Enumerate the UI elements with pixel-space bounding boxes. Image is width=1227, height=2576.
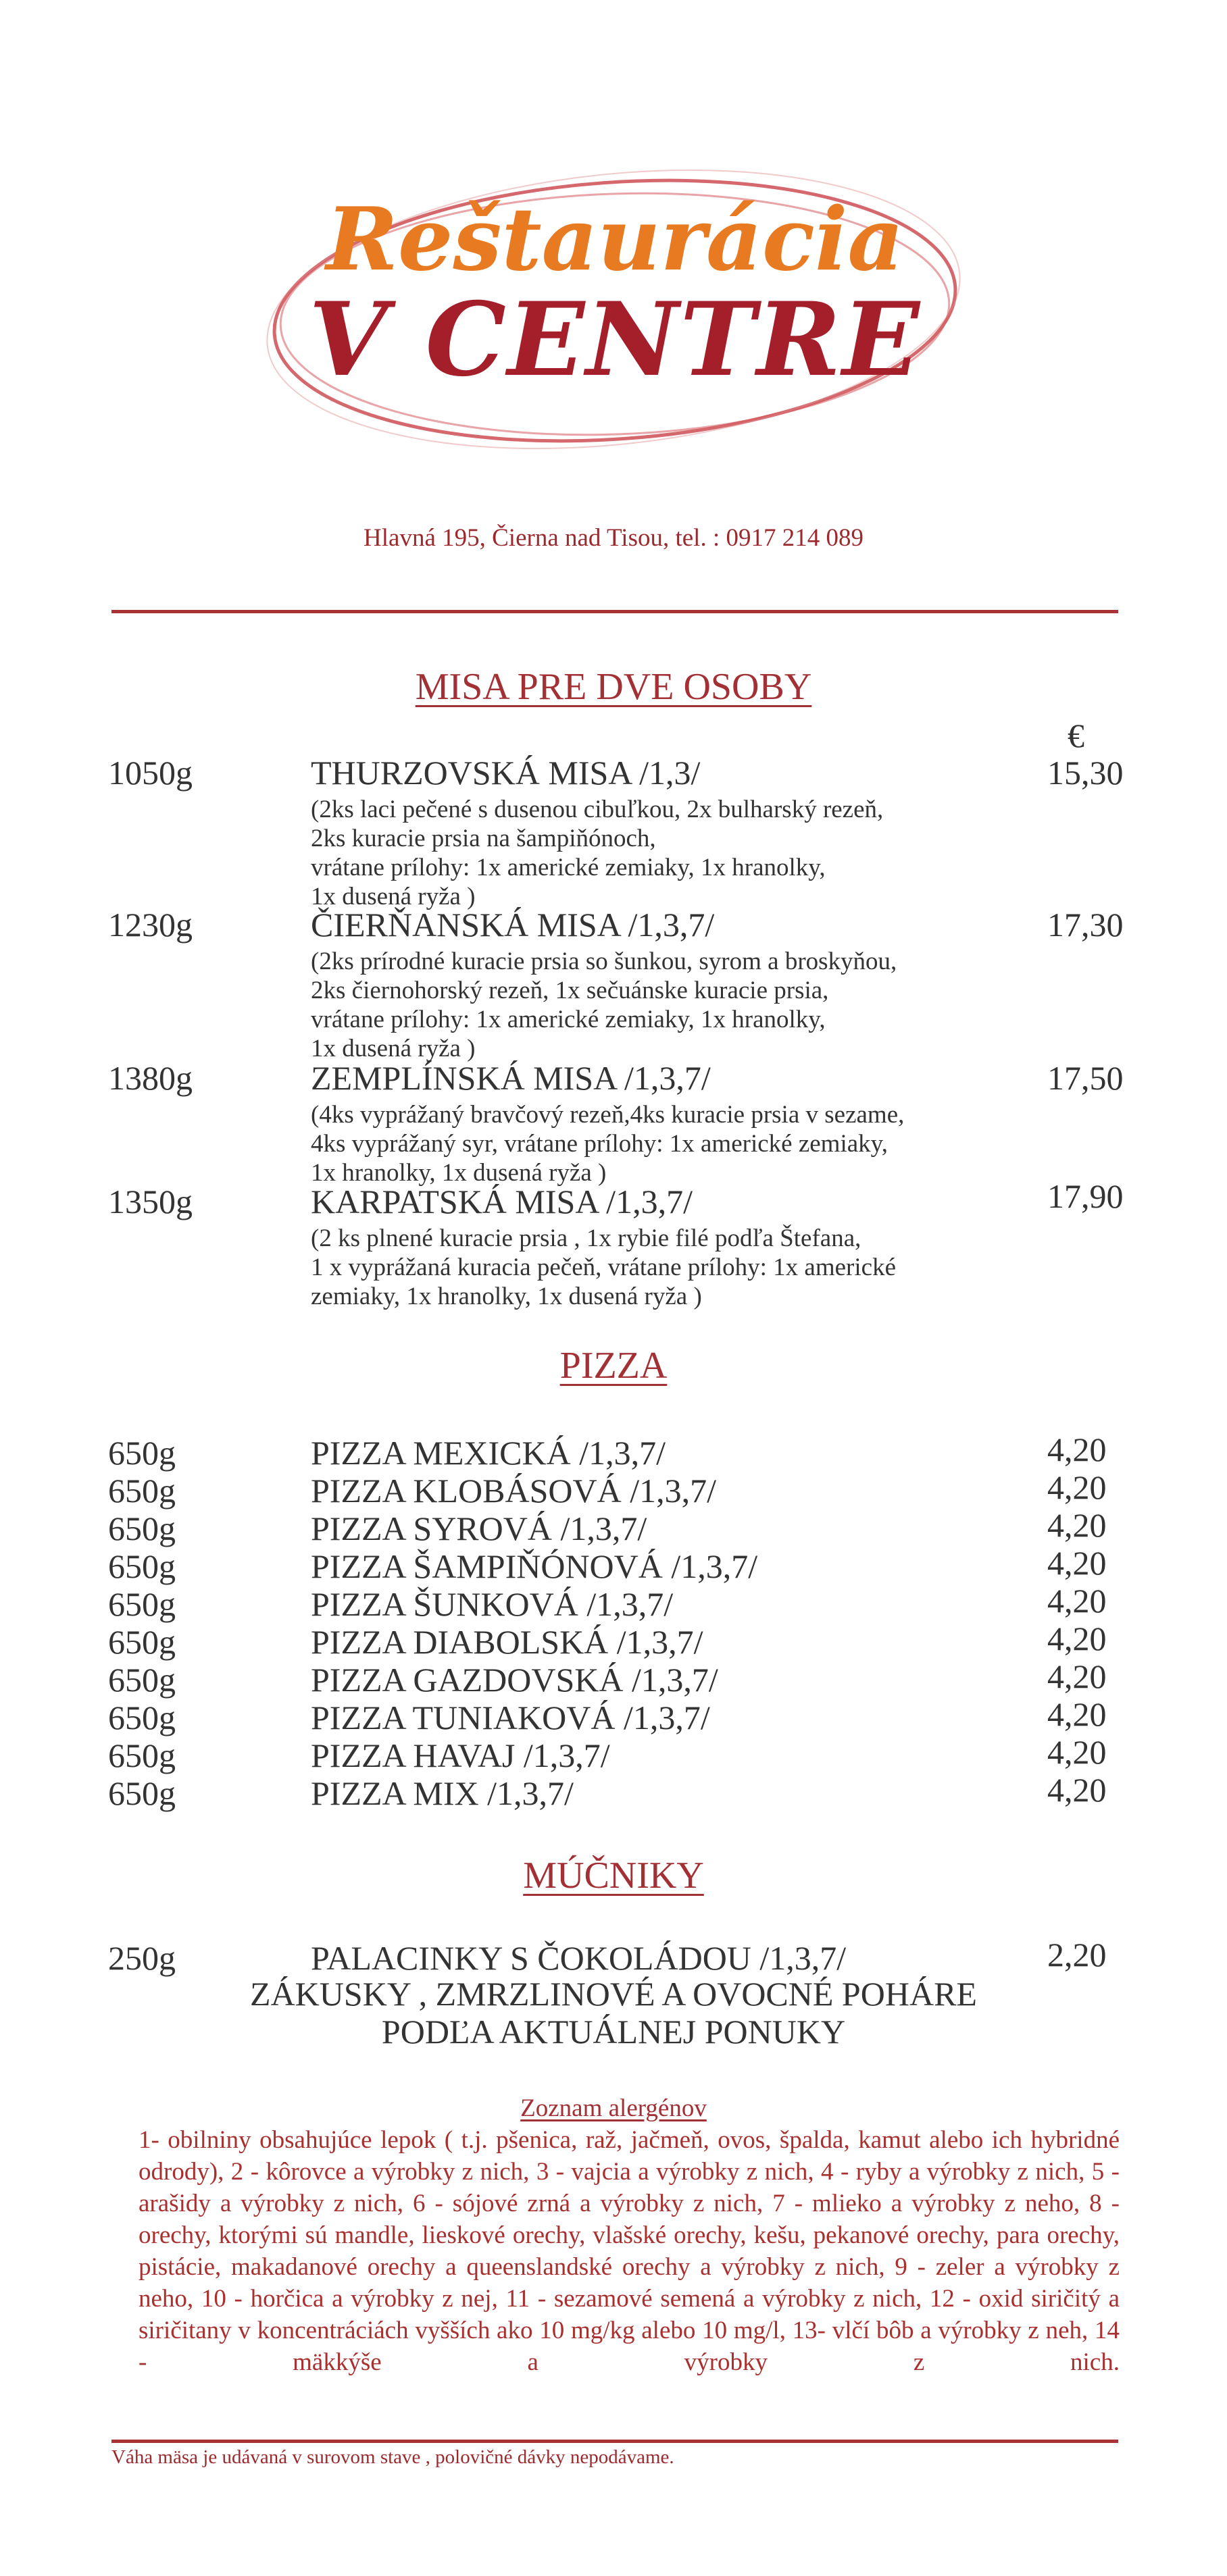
desc-line: 1x dusená ryža )	[311, 1035, 476, 1062]
item-name: PIZZA MIX /1,3,7/	[311, 1774, 574, 1812]
weight-footnote: Váha mäsa je udávaná v surovom stave , polovičné dávky nepodávame.	[111, 2446, 674, 2468]
item-weight: 1050g	[108, 754, 193, 792]
logo-line1: Reštaurácia	[326, 189, 904, 290]
item-weight: 1350g	[108, 1183, 193, 1220]
item-price: 4,20	[1047, 1657, 1107, 1695]
desc-line: (4ks vyprážaný bravčový rezeň,4ks kuracie prsia v sezame,	[311, 1101, 905, 1129]
item-name: PALACINKY S ČOKOLÁDOU /1,3,7/	[311, 1939, 847, 1977]
item-name: PIZZA ŠAMPIŇÓNOVÁ /1,3,7/	[311, 1547, 758, 1585]
item-price: 15,30	[1047, 754, 1124, 792]
item-price: 4,20	[1047, 1468, 1107, 1506]
allergen-list-text: 1- obilniny obsahujúce lepok ( t.j. pšenica, raž, jačmeň, ovos, špalda, kamut alebo ich hybridné odrody), 2 - kôrovce a výrobky z nich, 3 - vajcia a výrobky z nich, 4 - ryby a výrobky z nich, 5 - arašidy a výrobky z nich, 6 - sójové zrná a výrobky z nich, 7 - mlieko a výrobky z neho, 8 - orechy, ktorými sú mandle, lieskové orechy, vlašské orechy, kešu, pekanové orechy, para orechy, pistácie, makadanové orechy a queenslandské orechy a výrobky z nich, 9 - zeler a výrobky z neho, 10 - horčica a výrobky z nej, 11 - sezamové semená a výrobky z nich, 12 - oxid siričitý a siričitany v koncentráciách vyšších ako 10 mg/kg alebo 10 mg/l, 13- vlčí bôb a výrobky z neh, 14 - mäkkýše a výrobky z nich.	[139, 2126, 1120, 2376]
item-weight: 650g	[108, 1434, 176, 1472]
section-title-misa: MISA PRE DVE OSOBY	[415, 666, 812, 708]
item-price: 17,50	[1047, 1059, 1124, 1097]
item-name: ČIERŇANSKÁ MISA /1,3,7/	[311, 906, 715, 944]
desc-line: 2ks čiernohorský rezeň, 1x sečuánske kuracie prsia,	[311, 977, 829, 1004]
desc-line: 4ks vyprážaný syr, vrátane prílohy: 1x americké zemiaky,	[311, 1130, 888, 1158]
desc-line: 1x hranolky, 1x dusená ryža )	[311, 1159, 607, 1187]
desc-line: zemiaky, 1x hranolky, 1x dusená ryža )	[311, 1283, 702, 1310]
item-name: KARPATSKÁ MISA /1,3,7/	[311, 1183, 693, 1220]
item-weight: 650g	[108, 1547, 176, 1585]
item-weight: 650g	[108, 1585, 176, 1623]
item-weight: 650g	[108, 1661, 176, 1699]
logo-line2: V CENTRE	[308, 280, 922, 399]
desc-line: 1 x vyprážaná kuracia pečeň, vrátane prílohy: 1x americké	[311, 1254, 896, 1281]
item-name: PIZZA TUNIAKOVÁ /1,3,7/	[311, 1699, 710, 1736]
item-description	[311, 795, 1074, 911]
item-price: 4,20	[1047, 1771, 1107, 1809]
item-name: PIZZA SYROVÁ /1,3,7/	[311, 1510, 647, 1547]
item-weight: 650g	[108, 1774, 176, 1812]
item-name: PIZZA GAZDOVSKÁ /1,3,7/	[311, 1661, 718, 1699]
item-price: 17,90	[1047, 1177, 1124, 1215]
item-weight: 1230g	[108, 906, 193, 944]
item-price: 4,20	[1047, 1695, 1107, 1733]
allergen-list-title: Zoznam alergénov	[520, 2094, 707, 2122]
item-price: 4,20	[1047, 1582, 1107, 1620]
item-weight: 650g	[108, 1623, 176, 1661]
restaurant-address: Hlavná 195, Čierna nad Tisou, tel. : 0917 214 089	[364, 524, 863, 552]
dessert-note: PODĽA AKTUÁLNEJ PONUKY	[381, 2013, 846, 2051]
desc-line: 1x dusená ryža )	[311, 883, 476, 910]
item-weight: 650g	[108, 1510, 176, 1547]
section-title-pizza: PIZZA	[559, 1345, 668, 1387]
item-weight: 650g	[108, 1736, 176, 1774]
desc-line: (2ks prírodné kuracie prsia so šunkou, syrom a broskyňou,	[311, 948, 897, 975]
item-price: 4,20	[1047, 1544, 1107, 1582]
item-name: PIZZA DIABOLSKÁ /1,3,7/	[311, 1623, 703, 1661]
item-weight: 650g	[108, 1472, 176, 1510]
bottom-divider	[111, 2440, 1118, 2443]
currency-symbol: €	[1068, 717, 1084, 754]
item-description	[311, 1100, 1074, 1187]
item-name: THURZOVSKÁ MISA /1,3/	[311, 754, 701, 792]
item-weight: 650g	[108, 1699, 176, 1736]
restaurant-logo	[257, 162, 973, 473]
item-price: 2,20	[1047, 1936, 1107, 1974]
item-description	[311, 1224, 1074, 1311]
desc-line: 2ks kuracie prsia na šampiňónoch,	[311, 825, 656, 852]
desc-line: (2 ks plnené kuracie prsia , 1x rybie filé podľa Štefana,	[311, 1225, 861, 1252]
item-price: 4,20	[1047, 1620, 1107, 1657]
item-name: ZEMPLÍNSKÁ MISA /1,3,7/	[311, 1059, 711, 1097]
item-name: PIZZA MEXICKÁ /1,3,7/	[311, 1434, 666, 1472]
item-price: 4,20	[1047, 1431, 1107, 1468]
item-name: PIZZA ŠUNKOVÁ /1,3,7/	[311, 1585, 674, 1623]
item-price: 4,20	[1047, 1506, 1107, 1544]
item-price: 17,30	[1047, 906, 1124, 944]
desc-line: vrátane prílohy: 1x americké zemiaky, 1x hranolky,	[311, 854, 826, 881]
item-name: PIZZA HAVAJ /1,3,7/	[311, 1736, 610, 1774]
top-divider	[111, 610, 1118, 613]
section-title-mucniky: MÚČNIKY	[523, 1855, 704, 1897]
desc-line: (2ks laci pečené s dusenou cibuľkou, 2x bulharský rezeň,	[311, 796, 884, 823]
dessert-note: ZÁKUSKY , ZMRZLINOVÉ A OVOCNÉ POHÁRE	[250, 1975, 977, 2013]
item-price: 4,20	[1047, 1733, 1107, 1771]
item-weight: 1380g	[108, 1059, 193, 1097]
item-name: PIZZA KLOBÁSOVÁ /1,3,7/	[311, 1472, 717, 1510]
item-description	[311, 947, 1074, 1063]
item-weight: 250g	[108, 1939, 176, 1977]
desc-line: vrátane prílohy: 1x americké zemiaky, 1x hranolky,	[311, 1006, 826, 1033]
